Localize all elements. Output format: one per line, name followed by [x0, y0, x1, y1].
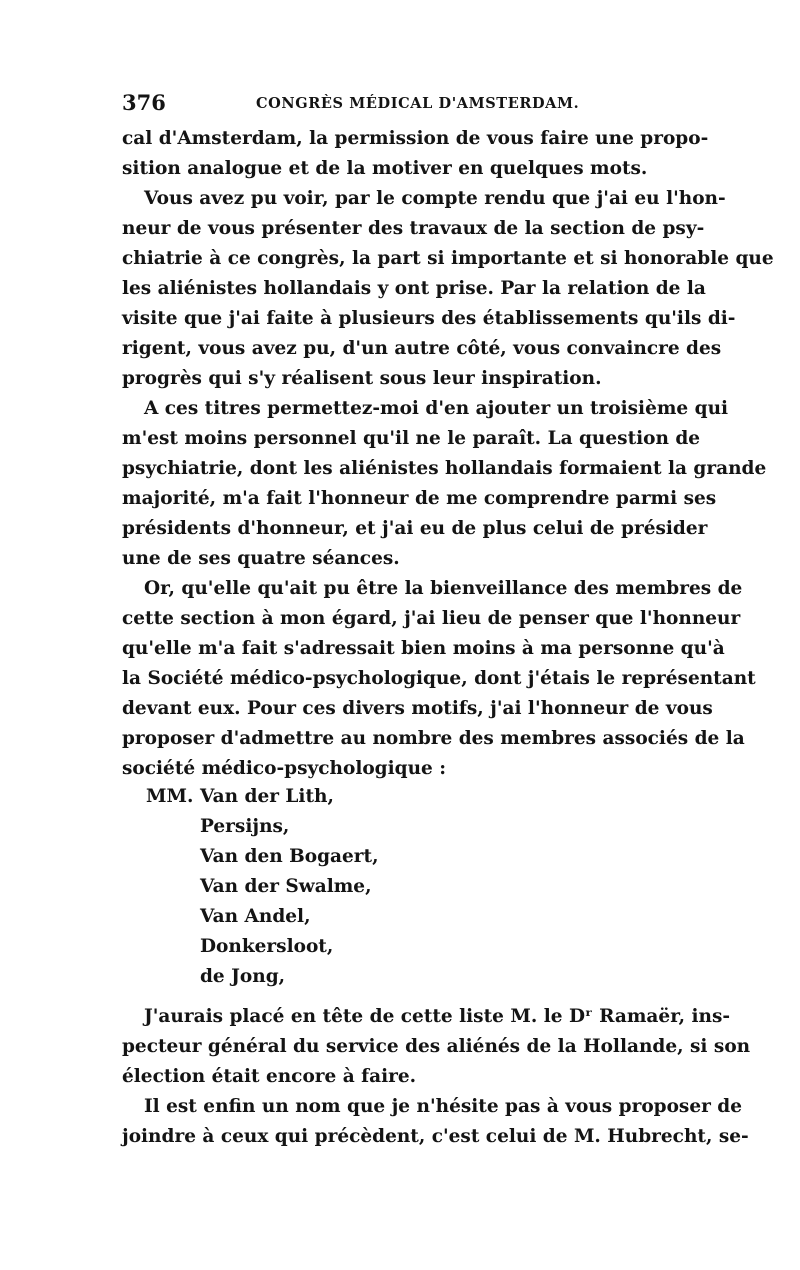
running-title: CONGRÈS MÉDICAL D'AMSTERDAM.: [256, 95, 580, 112]
member-name-list: [146, 782, 526, 992]
member-name: Donkersloot,: [200, 936, 334, 957]
text-line: progrès qui s'y réalisent sous leur inspiration.: [122, 368, 602, 389]
text-line: les aliénistes hollandais y ont prise. Par la relation de la: [122, 278, 706, 299]
text-line: Il est enfin un nom que je n'hésite pas à vous proposer de: [144, 1096, 743, 1117]
names-prefix: MM.: [146, 786, 194, 807]
running-head: [122, 90, 682, 120]
text-line: devant eux. Pour ces divers motifs, j'ai l'honneur de vous: [122, 698, 713, 719]
text-line: élection était encore à faire.: [122, 1066, 417, 1087]
names-prefix-spacer: [146, 962, 200, 992]
member-name: Persijns,: [200, 816, 290, 837]
text-line: neur de vous présenter des travaux de la section de psy-: [122, 218, 705, 239]
text-line: A ces titres permettez-moi d'en ajouter un troisième qui: [144, 398, 729, 419]
name-row: [146, 872, 526, 902]
text-line: qu'elle m'a fait s'adressait bien moins à ma personne qu'à: [122, 638, 725, 659]
text-line: la Société médico-psychologique, dont j'étais le représentant: [122, 668, 756, 689]
member-name: Van der Lith,: [200, 786, 334, 807]
text-line: sition analogue et de la motiver en quelques mots.: [122, 158, 648, 179]
name-row: [146, 902, 526, 932]
text-line: proposer d'admettre au nombre des membres associés de la: [122, 728, 745, 749]
names-prefix-spacer: [146, 902, 200, 932]
member-name: Van der Swalme,: [200, 876, 372, 897]
names-prefix-spacer: [146, 932, 200, 962]
body-text-top: [122, 124, 774, 784]
name-row: [146, 782, 526, 812]
name-row: [146, 812, 526, 842]
text-line: chiatrie à ce congrès, la part si importante et si honorable que: [122, 248, 774, 269]
names-prefix-spacer: [146, 842, 200, 872]
text-line: Or, qu'elle qu'ait pu être la bienveillance des membres de: [144, 578, 743, 599]
name-row: [146, 932, 526, 962]
text-line: joindre à ceux qui précèdent, c'est celui de M. Hubrecht, se-: [122, 1126, 749, 1147]
text-line: société médico-psychologique :: [122, 758, 447, 779]
text-line: J'aurais placé en tête de cette liste M. le Dʳ Ramaër, ins-: [144, 1006, 731, 1027]
text-line: pecteur général du service des aliénés de la Hollande, si son: [122, 1036, 751, 1057]
names-prefix-spacer: [146, 812, 200, 842]
text-line: majorité, m'a fait l'honneur de me comprendre parmi ses: [122, 488, 717, 509]
text-line: une de ses quatre séances.: [122, 548, 400, 569]
text-line: cal d'Amsterdam, la permission de vous faire une propo-: [122, 128, 709, 149]
name-row: [146, 962, 526, 992]
text-line: visite que j'ai faite à plusieurs des établissements qu'ils di-: [122, 308, 736, 329]
text-line: présidents d'honneur, et j'ai eu de plus celui de présider: [122, 518, 708, 539]
text-line: Vous avez pu voir, par le compte rendu que j'ai eu l'hon-: [144, 188, 726, 209]
text-line: cette section à mon égard, j'ai lieu de penser que l'honneur: [122, 608, 741, 629]
names-prefix-spacer: [146, 872, 200, 902]
text-line: psychiatrie, dont les aliénistes hollandais formaient la grande: [122, 458, 767, 479]
body-text-bottom: [122, 1002, 751, 1152]
text-line: m'est moins personnel qu'il ne le paraît. La question de: [122, 428, 701, 449]
text-line: rigent, vous avez pu, d'un autre côté, vous convaincre des: [122, 338, 722, 359]
member-name: Van den Bogaert,: [200, 846, 379, 867]
name-row: [146, 842, 526, 872]
page-number: 376: [122, 90, 166, 115]
member-name: de Jong,: [200, 966, 286, 987]
member-name: Van Andel,: [200, 906, 311, 927]
